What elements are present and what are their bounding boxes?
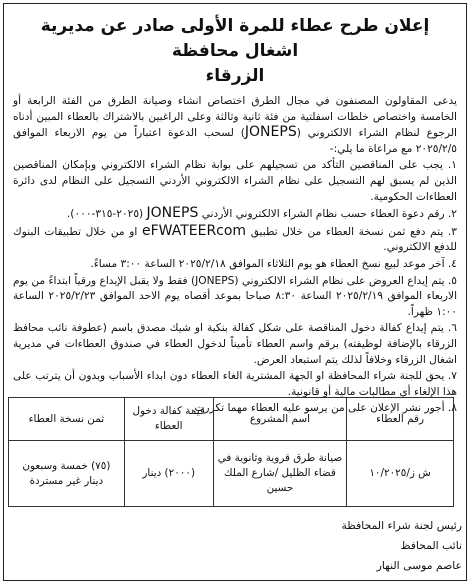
title-line-1: إعلان طرح عطاء للمرة الأولى صادر عن مديرية اشغال محافظة [40,16,430,61]
efawateercom-label: eFWATEERcom [141,222,247,239]
signature-line-2: نائب المحافظ [400,539,462,552]
table-row [9,441,454,507]
title-line-2: الزرقاء [205,66,265,86]
condition-item-1: ١. يجب على المناقصين التأكد من تسجيلهم على بوابة نظام الشراء الالكتروني وبإمكان المناقصين الذين لم يسبق لهم التسجيل على نظام الشراء الالكتروني الأردني التسجيل على النظام لدى دائرة العطاءات الحكومية. [13,159,457,203]
cell-bond-value: (٢٠٠٠) دينار [124,441,213,507]
item-5-text-2: ) فقط ولا يقبل الإيداع ورقياً ابتداءً من يوم الاربعاء الموافق ٢٠٢٥/٢/١٩ الساعة ٨:٣٠ صباحا بموعد أقصاه يوم الاحد الموافق ٢٠٢٥/٢/٢٣ الساعة ١:٠٠ ظهراً. [13,274,458,318]
signature-line-3: عاصم موسى النهار [376,559,462,572]
cell-copy-price: (٧٥) خمسة وسبعون دينار غير مستردة [9,441,125,507]
joneps-label: JONEPS [244,124,297,141]
header-project-name: اسم المشروع [213,398,347,441]
condition-item-8: ٨. أجور نشر الإعلان على من يرسو عليه العطاء مهما تكررت. [191,402,457,415]
signature-block [341,516,462,576]
condition-item-2 [13,206,457,223]
condition-item-3 [13,224,457,256]
item-2-joneps: JONEPS [146,205,199,222]
item-5-text-1: ٥. يتم إيداع العروض على نظام الشراء الالكتروني ( [234,274,457,287]
item-3-text-2: او من خلال تطبيقات البنوك للدفع الالكتروني. [13,225,457,254]
table-header-row [9,398,454,441]
header-copy-price: ثمن نسخة العطاء [9,398,125,441]
item-3-text-1: ٣. يتم دفع ثمن نسخة العطاء من خلال تطبيق [246,225,457,238]
item-5-joneps: JONEPS [195,274,235,287]
cell-tender-number: ش ز/١٠/٢٠٢٥ [347,441,454,507]
announcement-body [13,94,457,417]
item-2-text-1: ٢. رقم دعوة العطاء حسب نظام الشراء الالكتروني الأردني [198,208,457,221]
cell-project-name: صيانة طرق قروية وثانوية في قضاء الظليل /شارع الملك حسين [213,441,347,507]
condition-item-6: ٦. يتم إيداع كفالة دخول المناقصة على شكل كفالة بنكية او شيك مصدق باسم (عطوفة نائب محافظ الزرقاء بالإضافة لوظيفته) برقم واسم العطاء تأميناً لدخول العطاء في صندوق العطاءات في مديرية اشغال الزرقاء وخلافاً لذلك يتم استبعاد العرض. [13,322,457,366]
item-2-text-2: (٢٠٢٥-٣١٥-٠٠٠). [66,208,147,221]
condition-item-7: ٧. يحق للجنة شراء المحافظة او الجهة المشترية الغاء العطاء دون ابداء الأسباب وبدون أن يترتب على هذا الإلغاء أي مطالبات مالية أو قانونية. [13,370,457,398]
intro-text-1: يدعى المقاولون المصنفون في مجال الطرق اختصاص انشاء وصيانة الطرق من الفئة الرابعة أو الخامسة واختصاص خلطات اسفلتية من فئة ثانية وثالثة وعلى الراغبين بالاشتراك بالعطاء المبين أدناه الرجوع لنظام الشراء الالكتروني ( [13,95,457,140]
announcement-title [12,14,458,89]
header-tender-number: رقم العطاء [347,398,454,441]
intro-text-2: ) لسحب الدعوة اعتباراً من يوم الاربعاء الموافق ٢٠٢٥/٢/٥ مع مراعاة ما يلي:- [13,127,457,155]
condition-item-5 [13,274,457,321]
tender-table [8,397,454,507]
condition-item-4: ٤. آخر موعد لبيع نسخ العطاء هو يوم الثلاثاء الموافق ٢٠٢٥/٢/١٨ الساعة ٣:٠٠ مساءً. [90,257,457,270]
intro-paragraph [13,94,457,157]
header-bond-value: قيمة كفالة دخول العطاء [124,398,213,441]
signature-line-1: رئيس لجنة شراء المحافظة [341,519,462,532]
